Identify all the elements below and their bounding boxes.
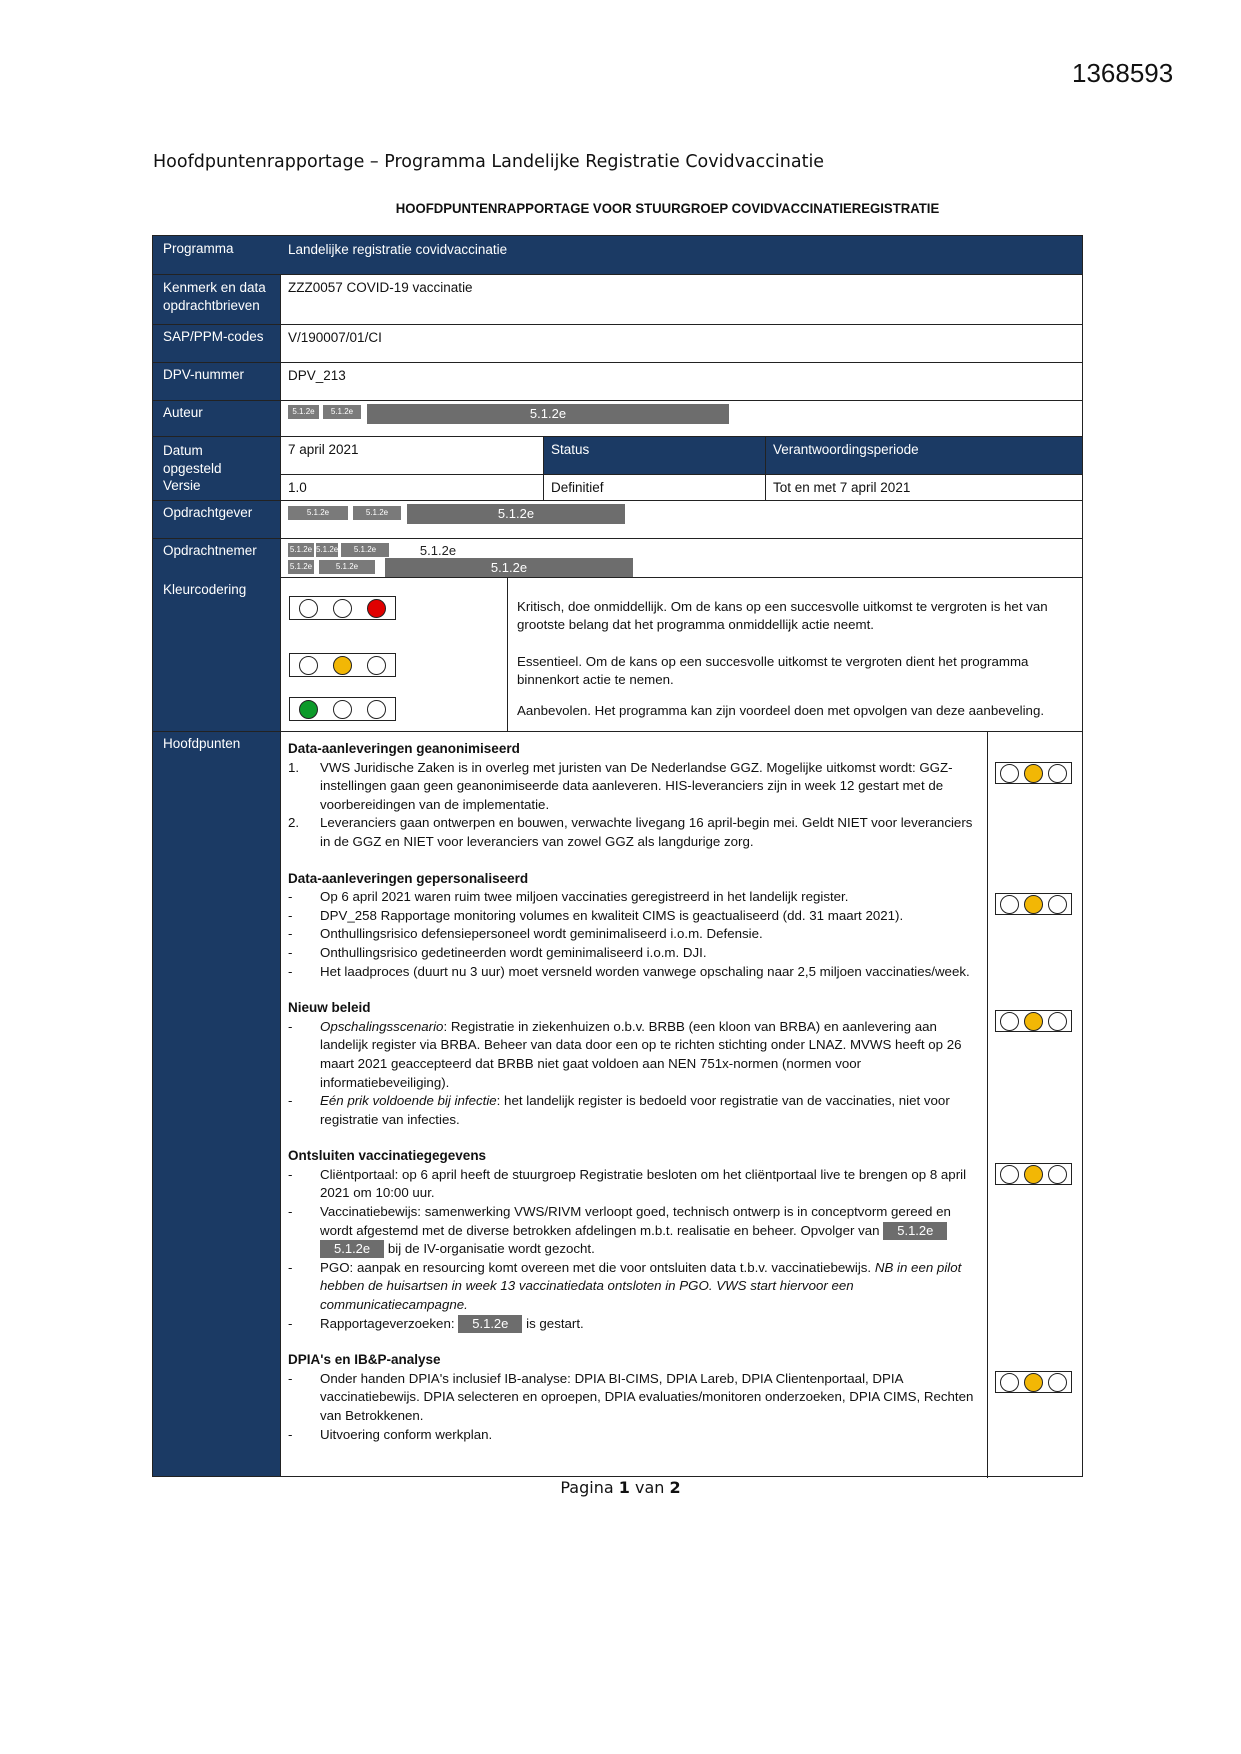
label-sap: SAP/PPM-codes <box>163 329 264 344</box>
list-item: - Op 6 april 2021 waren ruim twee miljoen vaccinaties geregistreerd in het landelijk register. <box>288 889 849 905</box>
status-light-anoniem <box>995 762 1072 784</box>
kleur-text-essentieel: Essentieel. Om de kans op een succesvolle uitkomst te vergroten dient het programma binnenkort actie te nemen. <box>517 654 1029 687</box>
page-footer: Pagina 1 van 2 <box>560 1478 681 1497</box>
label-hoofdpunten: Hoofdpunten <box>163 736 241 751</box>
status-light-dpia <box>995 1371 1072 1393</box>
value-versie: 1.0 <box>288 480 307 495</box>
value-kenmerk: ZZZ0057 COVID-19 vaccinatie <box>288 280 473 295</box>
label-opdrachtgever: Opdrachtgever <box>163 505 253 520</box>
list-item: - Cliëntportaal: op 6 april heeft de stuurgroep Registratie besloten om het cliëntportaal live te brengen op 8 april 2021 om 10:00 uur. <box>288 1166 967 1201</box>
redaction: 5.1.2e <box>323 405 361 419</box>
traffic-light-red <box>289 596 396 620</box>
label-datum: Datum opgesteld <box>163 443 222 476</box>
list-item: - Opschalingsscenario: Registratie in ziekenhuizen o.b.v. BRBB (een kloon van BRBA) en aanlevering aan landelijk register via BRBA. Beheer van data door een op te richten stichting onder LNAZ. MVWS heeft op 26 maart 2021 geaccepteerd dat BRBB niet gaat voldoen aan NEN 751x-normen (normen voor informatiebeveiliging). <box>288 1018 962 1090</box>
redaction: 5.1.2e <box>385 558 633 578</box>
list-item: - Eén prik voldoende bij infectie: het landelijk register is bedoeld voor registratie van de vaccinaties, niet voor registratie van infecties. <box>288 1093 950 1127</box>
list-item: - Onder handen DPIA's inclusief IB-analyse: DPIA BI-CIMS, DPIA Lareb, DPIA Clientenportaal, DPIA vaccinatiebewijs. DPIA selecteren en oproepen, DPIA evaluaties/monitoren onderzoeken, DPIA CIMS, Rechten van Betrokkenen. <box>288 1370 974 1423</box>
list-item: - Het laadproces (duurt nu 3 uur) moet versneld worden vanwege opschaling naar 2,5 miljoen vaccinaties/week. <box>288 963 970 979</box>
label-opdrachtnemer: Opdrachtnemer <box>163 543 257 558</box>
redaction: 5.1.2e <box>407 504 625 524</box>
traffic-light-amber <box>289 653 396 677</box>
label-kenmerk: Kenmerk en data opdrachtbrieven <box>163 280 266 313</box>
label-periode: Verantwoordingsperiode <box>773 442 919 457</box>
list-item: - Rapportageverzoeken: 5.1.2e is gestart. <box>288 1315 584 1331</box>
label-kleurcodering: Kleurcodering <box>163 582 247 597</box>
list-item: 2. Leveranciers gaan ontwerpen en bouwen, verwachte livegang 16 april-begin mei. Geldt NIET voor leveranciers in de GGZ en NIET voor leveranciers van zowel GGZ als langdurige zorg. <box>288 815 973 849</box>
section-dpia <box>288 1351 978 1444</box>
kleur-text-kritisch: Kritisch, doe onmiddellijk. Om de kans op een succesvolle uitkomst te vergroten is het van grootste belang dat het programma onmiddellijk actie neemt. <box>517 599 1048 632</box>
redaction: 5.1.2e <box>883 1222 947 1240</box>
traffic-light-green <box>289 697 396 721</box>
redaction: 5.1.2e <box>367 404 729 424</box>
redaction: 5.1.2e <box>458 1315 522 1333</box>
redaction: 5.1.2e <box>316 543 338 557</box>
redaction: 5.1.2e <box>288 405 319 419</box>
redaction: 5.1.2e <box>397 541 479 561</box>
kleur-text-aanbevolen: Aanbevolen. Het programma kan zijn voordeel doen met opvolgen van deze aanbeveling. <box>517 703 1045 718</box>
label-status: Status <box>551 442 590 457</box>
section-title: DPIA's en IB&P-analyse <box>288 1352 441 1368</box>
redaction: 5.1.2e <box>288 543 314 557</box>
value-programma: Landelijke registratie covidvaccinatie <box>288 242 508 257</box>
section-ontsluiten <box>288 1147 978 1333</box>
value-status: Definitief <box>551 480 604 495</box>
list-item: - Onthullingsrisico gedetineerden wordt geminimaliseerd i.o.m. DJI. <box>288 944 707 960</box>
section-title: Data-aanleveringen geanonimiseerd <box>288 741 520 756</box>
list-item: - PGO: aanpak en resourcing komt overeen met die voor ontsluiten data t.b.v. vaccinatiebewijs. NB in een pilot hebben de huisartsen in week 13 vaccinatiedata ontsloten in PGO. VWS start hiervoor een communicatiecampagne. <box>288 1259 962 1313</box>
section-anoniem <box>288 740 978 852</box>
list-item: - Uitvoering conform werkplan. <box>288 1426 493 1442</box>
status-light-ontsluiten <box>995 1163 1072 1185</box>
report-table <box>152 235 1083 1477</box>
redaction: 5.1.2e <box>288 560 314 574</box>
page-title: Hoofdpuntenrapportage – Programma Landelijke Registratie Covidvaccinatie <box>153 152 825 172</box>
document-id: 1368593 <box>1072 58 1174 88</box>
section-nieuw-beleid <box>288 999 978 1129</box>
redaction: 5.1.2e <box>319 560 375 574</box>
label-programma: Programma <box>163 241 234 256</box>
value-dpv: DPV_213 <box>288 368 346 383</box>
section-title: Nieuw beleid <box>288 1000 371 1016</box>
value-periode: Tot en met 7 april 2021 <box>773 480 911 495</box>
list-item: - Onthullingsrisico defensiepersoneel wordt geminimaliseerd i.o.m. Defensie. <box>288 926 763 942</box>
hoofdpunten-content <box>288 740 978 1462</box>
section-title: Ontsluiten vaccinatiegegevens <box>288 1148 487 1164</box>
status-light-nieuw-beleid <box>995 1010 1072 1032</box>
list-item: - DPV_258 Rapportage monitoring volumes en kwaliteit CIMS is geactualiseerd (dd. 31 maart 2021). <box>288 907 904 923</box>
list-item: - Vaccinatiebewijs: samenwerking VWS/RIVM verloopt goed, technisch ontwerp is in conceptvorm gereed en wordt afgestemd met de diverse betrokken afdelingen m.b.t. realisatie en beheer. Opvolger van 5.1.2e 5.1.2e bij de IV-organisatie wordt gezocht. <box>288 1204 951 1257</box>
list-item: 1. VWS Juridische Zaken is in overleg met juristen van De Nederlandse GGZ. Mogelijke uitkomst wordt: GGZ-instellingen gaan geen geanonimiseerde data aanleveren. HIS-leveranciers zijn in week 12 gestart met de voorbereidingen van de implementatie. <box>288 759 953 812</box>
report-subtitle: HOOFDPUNTENRAPPORTAGE VOOR STUURGROEP COVIDVACCINATIEREGISTRATIE <box>395 200 940 216</box>
redaction: 5.1.2e <box>341 543 389 557</box>
section-title: Data-aanleveringen gepersonaliseerd <box>288 870 529 886</box>
section-gepersonaliseerd <box>288 870 978 982</box>
label-auteur: Auteur <box>163 405 203 420</box>
value-sap: V/190007/01/CI <box>288 330 382 345</box>
status-light-gepersonaliseerd <box>995 893 1072 915</box>
label-versie: Versie <box>163 478 201 493</box>
label-dpv: DPV-nummer <box>163 367 245 382</box>
redaction: 5.1.2e <box>320 1240 384 1258</box>
redaction: 5.1.2e <box>353 506 401 520</box>
value-datum: 7 april 2021 <box>288 442 359 457</box>
redaction: 5.1.2e <box>288 506 348 520</box>
